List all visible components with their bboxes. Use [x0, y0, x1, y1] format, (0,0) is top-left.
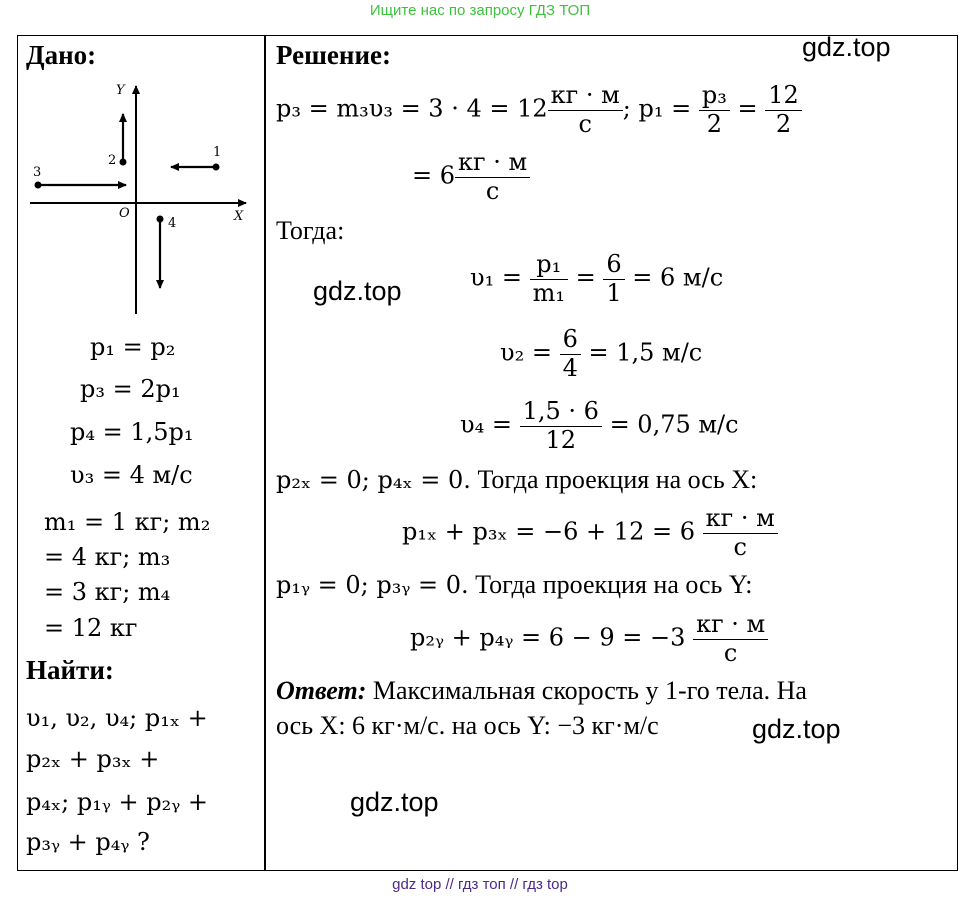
body-3-label: 3	[33, 165, 42, 180]
top-banner: Ищите нас по запросу ГДЗ ТОП	[369, 2, 591, 19]
projection-y-text: Тогда проекция на ось Y:	[468, 570, 753, 599]
eq1-left: p₃ = m₃υ₃ = 3 · 4 = 12	[276, 94, 548, 123]
body-4-label: 4	[168, 216, 177, 231]
fraction-numerator: 6	[562, 325, 578, 353]
watermark: gdz.top	[752, 714, 841, 744]
velocity-1-equation	[470, 251, 723, 307]
fraction-denominator: 4	[560, 354, 581, 383]
v4-left: υ₄ =	[460, 410, 512, 439]
result-value: = 6	[412, 161, 456, 190]
y-axis-label: Y	[116, 83, 125, 98]
projection-x-condition	[276, 465, 757, 495]
unit-denominator: с	[703, 533, 778, 562]
watermark: gdz.top	[350, 787, 439, 817]
solution-title: Решение:	[276, 40, 391, 70]
fraction-denominator: 1	[603, 279, 624, 308]
x-axis-label: X	[234, 209, 244, 224]
answer-line-2: ось X: 6 кг·м/с. на ось Y: −3 кг·м/с	[276, 711, 659, 740]
watermark: gdz.top	[313, 276, 402, 306]
equals-sign: =	[575, 263, 596, 292]
projection-y-math: p₁ᵧ = 0; p₃ᵧ = 0.	[276, 571, 469, 599]
momentum-1-result	[412, 149, 530, 205]
unit-fraction	[703, 505, 778, 561]
unit-fraction	[455, 149, 530, 205]
fraction-numerator: 1,5 · 6	[522, 397, 599, 425]
origin-label: O	[119, 206, 130, 221]
fraction-numerator: p₃	[701, 81, 727, 109]
motion-diagram	[26, 78, 258, 318]
fraction-numerator: 6	[606, 250, 622, 278]
body-2-label: 2	[108, 153, 117, 168]
sum-y-equation	[410, 611, 768, 667]
projection-x-math: p₂ₓ = 0; p₄ₓ = 0.	[276, 466, 471, 494]
momentum-3-equation	[276, 82, 802, 138]
projection-y-condition	[276, 570, 753, 600]
answer-line-1	[276, 676, 807, 706]
find-line-2: p₂ₓ + p₃ₓ +	[26, 745, 160, 773]
given-line-3: p₄ = 1,5p₁	[70, 418, 194, 446]
v1-result: = 6 м/с	[632, 263, 724, 292]
answer-text-1: Максимальная скорость у 1-го тела. На	[366, 676, 807, 705]
given-line-5: m₁ = 1 кг; m₂	[44, 508, 211, 536]
watermark: gdz.top	[802, 32, 891, 62]
v2-result: = 1,5 м/с	[588, 338, 703, 367]
unit-numerator: кг · м	[458, 148, 528, 176]
equals-sign: =	[737, 94, 758, 123]
unit-fraction	[548, 82, 623, 138]
find-line-3: p₄ₓ; p₁ᵧ + p₂ᵧ +	[26, 788, 209, 816]
eq1-mid: ; p₁ =	[622, 94, 692, 123]
fraction-numerator: p₁	[536, 250, 562, 278]
velocity-2-equation	[500, 326, 702, 382]
fraction-numerator: 12	[768, 81, 799, 109]
body-1-label: 1	[213, 145, 222, 160]
sum-x-equation	[402, 505, 778, 561]
then-label: Тогда:	[276, 216, 345, 245]
given-line-8: = 12 кг	[44, 614, 138, 642]
find-title: Найти:	[26, 655, 114, 685]
given-line-6: = 4 кг; m₃	[44, 543, 171, 571]
unit-numerator: кг · м	[705, 504, 775, 532]
6-over-1-fraction	[603, 251, 624, 307]
p3-over-2-fraction	[699, 82, 730, 138]
find-line-1: υ₁, υ₂, υ₄; p₁ₓ +	[26, 704, 208, 732]
v1-left: υ₁ =	[470, 263, 522, 292]
answer-label: Ответ:	[276, 676, 367, 705]
fraction-denominator: m₁	[530, 279, 568, 308]
given-line-4: υ₃ = 4 м/с	[70, 461, 193, 489]
unit-numerator: кг · м	[696, 610, 766, 638]
given-line-7: = 3 кг; m₄	[44, 578, 171, 606]
fraction-denominator: 12	[520, 426, 602, 455]
unit-fraction	[693, 611, 768, 667]
p1-over-m1-fraction	[530, 251, 568, 307]
unit-denominator: с	[548, 110, 623, 139]
given-line-1: p₁ = p₂	[90, 333, 176, 361]
v2-left: υ₂ =	[500, 338, 552, 367]
find-line-4: p₃ᵧ + p₄ᵧ ?	[26, 828, 150, 856]
velocity-4-equation	[460, 398, 739, 454]
v4-result: = 0,75 м/с	[609, 410, 739, 439]
unit-denominator: с	[455, 177, 530, 206]
unit-denominator: с	[693, 639, 768, 668]
given-title: Дано:	[26, 40, 97, 70]
6-over-4-fraction	[560, 326, 581, 382]
fraction-denominator: 2	[699, 110, 730, 139]
sum-x-left: p₁ₓ + p₃ₓ = −6 + 12 = 6	[402, 517, 695, 546]
12-over-2-fraction	[765, 82, 802, 138]
projection-x-text: Тогда проекция на ось X:	[470, 465, 758, 494]
bottom-banner: gdz top // гдз топ // гдз top	[392, 876, 568, 893]
unit-numerator: кг · м	[550, 81, 620, 109]
given-line-2: p₃ = 2p₁	[80, 375, 181, 403]
sum-y-left: p₂ᵧ + p₄ᵧ = 6 − 9 = −3	[410, 623, 686, 652]
fraction-denominator: 2	[765, 110, 802, 139]
column-divider	[264, 35, 266, 871]
v4-fraction	[520, 398, 602, 454]
